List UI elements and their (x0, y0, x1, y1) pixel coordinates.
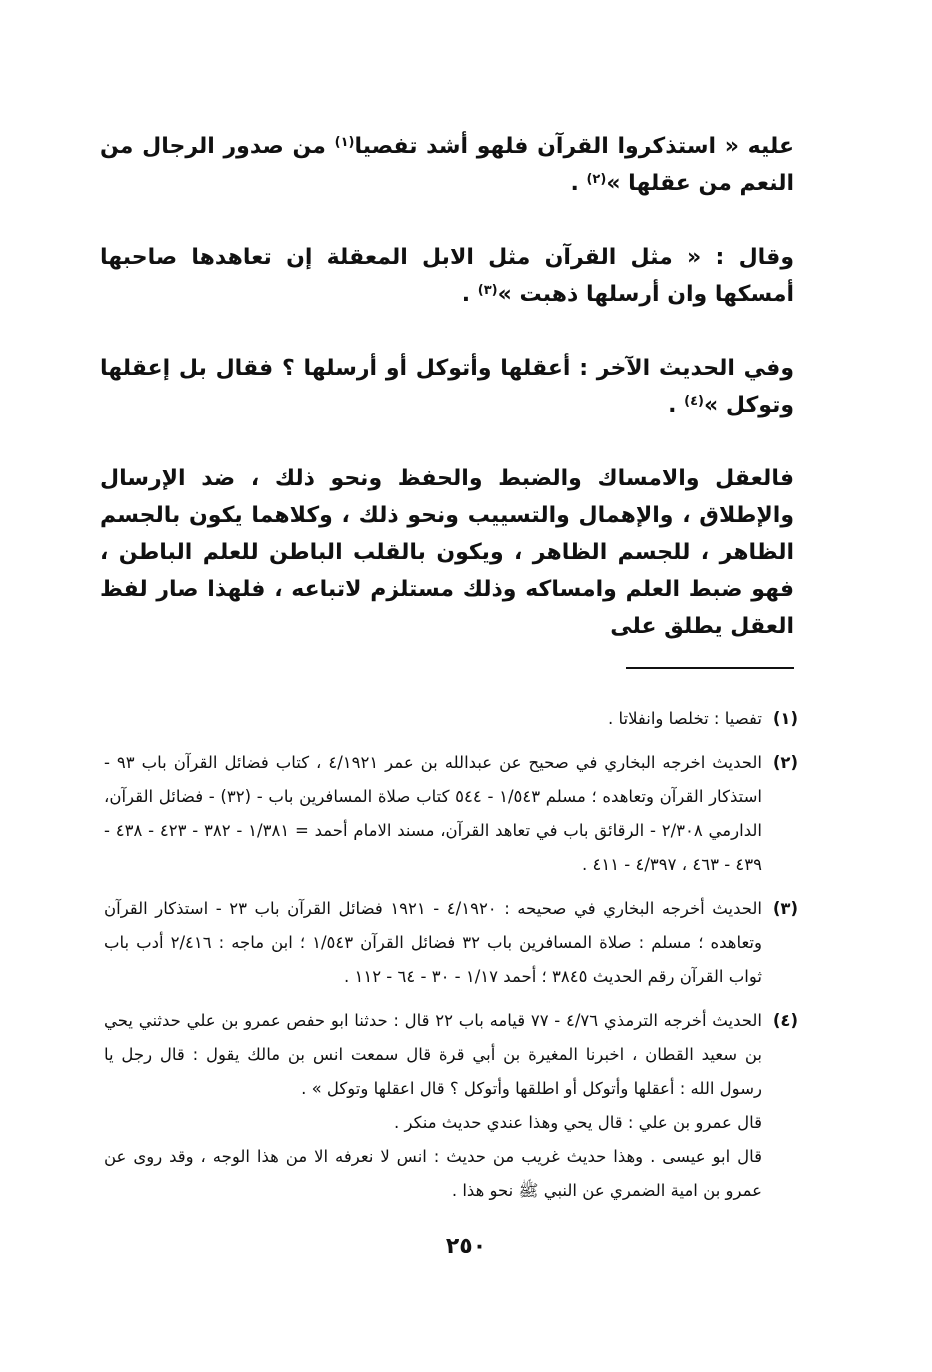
footnote-text: قال عمرو بن علي : قال يحي وهذا عندي حديث منكر . (394, 1113, 762, 1132)
footnote-text: الحديث اخرجه البخاري في صحيح عن عبدالله بن عمر ٤/١٩٢١ ، كتاب فضائل القرآن باب ٩٣ - استذكار القرآن وتعاهده ؛ مسلم ١/٥٤٣ - ٥٤٤ كتاب صلاة المسافرين باب - (٣٢) - فضائل القرآن، الدارمي ٢/٣٠٨ - الرقائق باب في تعاهد القرآن، مسند الامام أحمد = ١/٣٨١ - ٣٨٢ - ٤٢٣ - ٤٣٨ - ٤٣٩ - ٤٦٣ ، ٤/٣٩٧ - ٤١١ . (104, 753, 763, 874)
footnote-ref-4: (٤) (684, 394, 704, 409)
paragraph-3 (100, 350, 794, 424)
footnote-number: (١) (772, 709, 798, 728)
paragraph-4 (100, 460, 794, 645)
footnote-text: الحديث أخرجه البخاري في صحيحه : ٤/١٩٢٠ - ١٩٢١ فضائل القرآن باب ٢٣ - استذكار القرآن وتعاهده ؛ مسلم : صلاة المسافرين باب ٣٢ فضائل القرآن ١/٥٤٣ ؛ ابن ماجه : ٢/٤١٦ أدب باب ثواب القرآن رقم الحديث ٣٨٤٥ ؛ أحمد ١/١٧ - ٣٠ - ٦٤ - ١١٢ . (104, 899, 762, 986)
footnote-text: تفصيا : تخلصا وانفلاتا . (607, 709, 762, 728)
footnote-4 (104, 1004, 798, 1208)
paragraph-2 (100, 239, 794, 313)
paragraph-2-text: وقال : « مثل القرآن مثل الابل المعقلة إن تعاهدها صاحبها أمسكها وان أرسلها ذهبت » (100, 245, 794, 307)
footnotes (104, 702, 798, 1218)
paragraph-2-tail: . (461, 282, 478, 307)
paragraph-3-tail: . (668, 393, 685, 418)
footnote-1 (104, 702, 798, 736)
footnote-number: (٣) (772, 899, 798, 918)
paragraph-1-tail: . (570, 171, 587, 196)
footnote-text: الحديث أخرجه الترمذي ٤/٧٦ - ٧٧ قيامه باب ٢٢ قال : حدثنا ابو حفص عمرو بن علي حدثني يحي بن سعيد القطان ، اخبرنا المغيرة بن أبي قرة قال سمعت انس بن مالك يقول : قال رجل يا رسول الله : أعقلها وأتوكل أو اطلقها وأتوكل ؟ قال اعقلها وتوكل » . (104, 1011, 762, 1098)
footnote-separator (626, 667, 794, 669)
footnote-ref-1: (١) (334, 135, 355, 150)
page-number: ٢٥٠ (445, 1234, 487, 1259)
paragraph-1-text: عليه « استذكروا القرآن فلهو أشد تفصيا (354, 134, 794, 159)
paragraph-1-text-cont: من صدور الرجال من النعم من عقلها » (100, 134, 794, 196)
footnote-3 (104, 892, 798, 994)
footnote-number: (٤) (772, 1011, 798, 1030)
footnote-text: قال ابو عيسى . وهذا حديث غريب من حديث : انس لا نعرفه الا من هذا الوجه ، وقد روى عن عمرو بن امية الضمري عن النبي ﷺ نحو هذا . (104, 1147, 762, 1200)
footnote-2 (104, 746, 798, 882)
footnote-ref-2: (٢) (586, 172, 607, 187)
paragraph-3-text: وفي الحديث الآخر : أعقلها وأتوكل أو أرسلها ؟ فقال بل إعقلها وتوكل » (100, 356, 794, 418)
footnote-number: (٢) (772, 753, 798, 772)
paragraph-1 (100, 128, 794, 202)
paragraph-4-text: فالعقل والامساك والضبط والحفظ ونحو ذلك ، ضد الإرسال والإطلاق ، والإهمال والتسييب ونحو ذلك ، وكلاهما يكون بالجسم الظاهر ، للجسم الظاهر ، ويكون بالقلب الباطن للعلم الباطن ، فهو ضبط العلم وامساكه وذلك مستلزم لاتباعه ، فلهذا صار لفظ العقل يطلق على (100, 466, 794, 639)
footnote-ref-3: (٣) (477, 283, 498, 298)
